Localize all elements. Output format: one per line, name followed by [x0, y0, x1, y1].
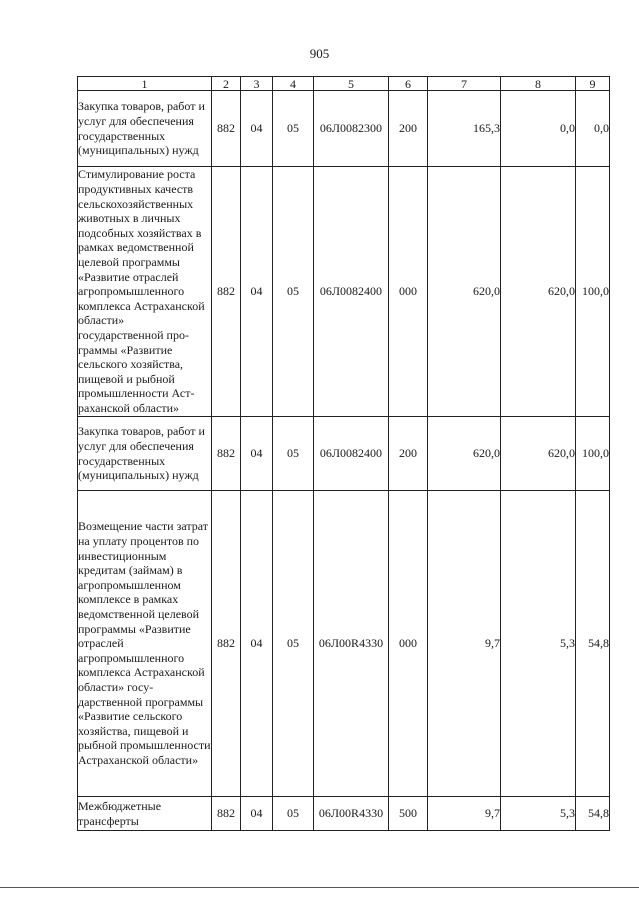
plan-value: 9,7	[428, 491, 501, 797]
expense-type: 000	[389, 491, 428, 797]
col-header-8: 8	[501, 77, 576, 91]
row-name: Стимулирование роста продуктивных качеств сельскохозяйственных животных в личных подсобных хозяйствах в рамках ведомственной целевой программы «Развитие отраслей агропромышленного комплекса Астраханской области» государственной программы «Развитие сельского хозяйства, пищевой и рыбной промышленности Астраханской области»	[78, 167, 212, 417]
col-header-2: 2	[212, 77, 241, 91]
fact-value: 620,0	[501, 417, 576, 491]
table-row	[78, 797, 610, 831]
col-header-9: 9	[576, 77, 610, 91]
target-code: 06Л0082300	[314, 91, 389, 167]
row-name: Межбюджетные трансферты	[78, 797, 212, 831]
col-header-6: 6	[389, 77, 428, 91]
row-name: Возмещение части затрат на уплату процентов по инвестиционным кредитам (займам) в агропромышленном комплексе в рамках ведомственной целевой программы «Развитие отраслей агропромышленного комплекса Астраханской области» государственной программы «Развитие сельского хозяйства, пищевой и рыбной промышленности Астраханской области»	[78, 491, 212, 797]
fact-value: 5,3	[501, 491, 576, 797]
target-code: 06Л00R4330	[314, 797, 389, 831]
expense-type: 200	[389, 417, 428, 491]
table-row	[78, 91, 610, 167]
target-code: 06Л0082400	[314, 417, 389, 491]
target-code: 06Л0082400	[314, 167, 389, 417]
plan-value: 620,0	[428, 167, 501, 417]
subsection-code: 05	[273, 167, 314, 417]
grbs-code: 882	[212, 167, 241, 417]
header-row	[78, 77, 610, 91]
col-header-5: 5	[314, 77, 389, 91]
section-code: 04	[241, 797, 273, 831]
subsection-code: 05	[273, 491, 314, 797]
subsection-code: 05	[273, 797, 314, 831]
expense-type: 000	[389, 167, 428, 417]
page-bottom-rule	[0, 887, 639, 888]
percent-value: 54,8	[576, 491, 610, 797]
percent-value: 100,0	[576, 167, 610, 417]
col-header-3: 3	[241, 77, 273, 91]
page-number: 905	[309, 46, 330, 61]
table-row	[78, 417, 610, 491]
section-code: 04	[241, 91, 273, 167]
fact-value: 620,0	[501, 167, 576, 417]
section-code: 04	[241, 417, 273, 491]
plan-value: 9,7	[428, 797, 501, 831]
row-name: Закупка товаров, работ и услуг для обеспечения государственных (муниципальных) нужд	[78, 417, 212, 491]
table-row	[78, 491, 610, 797]
plan-value: 620,0	[428, 417, 501, 491]
col-header-7: 7	[428, 77, 501, 91]
section-code: 04	[241, 167, 273, 417]
grbs-code: 882	[212, 491, 241, 797]
expense-type: 500	[389, 797, 428, 831]
grbs-code: 882	[212, 797, 241, 831]
col-header-1: 1	[78, 77, 212, 91]
grbs-code: 882	[212, 91, 241, 167]
expense-type: 200	[389, 91, 428, 167]
fact-value: 5,3	[501, 797, 576, 831]
percent-value: 54,8	[576, 797, 610, 831]
budget-table	[77, 76, 610, 831]
table-row	[78, 167, 610, 417]
percent-value: 0,0	[576, 91, 610, 167]
section-code: 04	[241, 491, 273, 797]
fact-value: 0,0	[501, 91, 576, 167]
target-code: 06Л00R4330	[314, 491, 389, 797]
row-name: Закупка товаров, работ и услуг для обеспечения государственных (муниципальных) нужд	[78, 91, 212, 167]
grbs-code: 882	[212, 417, 241, 491]
subsection-code: 05	[273, 91, 314, 167]
col-header-4: 4	[273, 77, 314, 91]
subsection-code: 05	[273, 417, 314, 491]
percent-value: 100,0	[576, 417, 610, 491]
plan-value: 165,3	[428, 91, 501, 167]
